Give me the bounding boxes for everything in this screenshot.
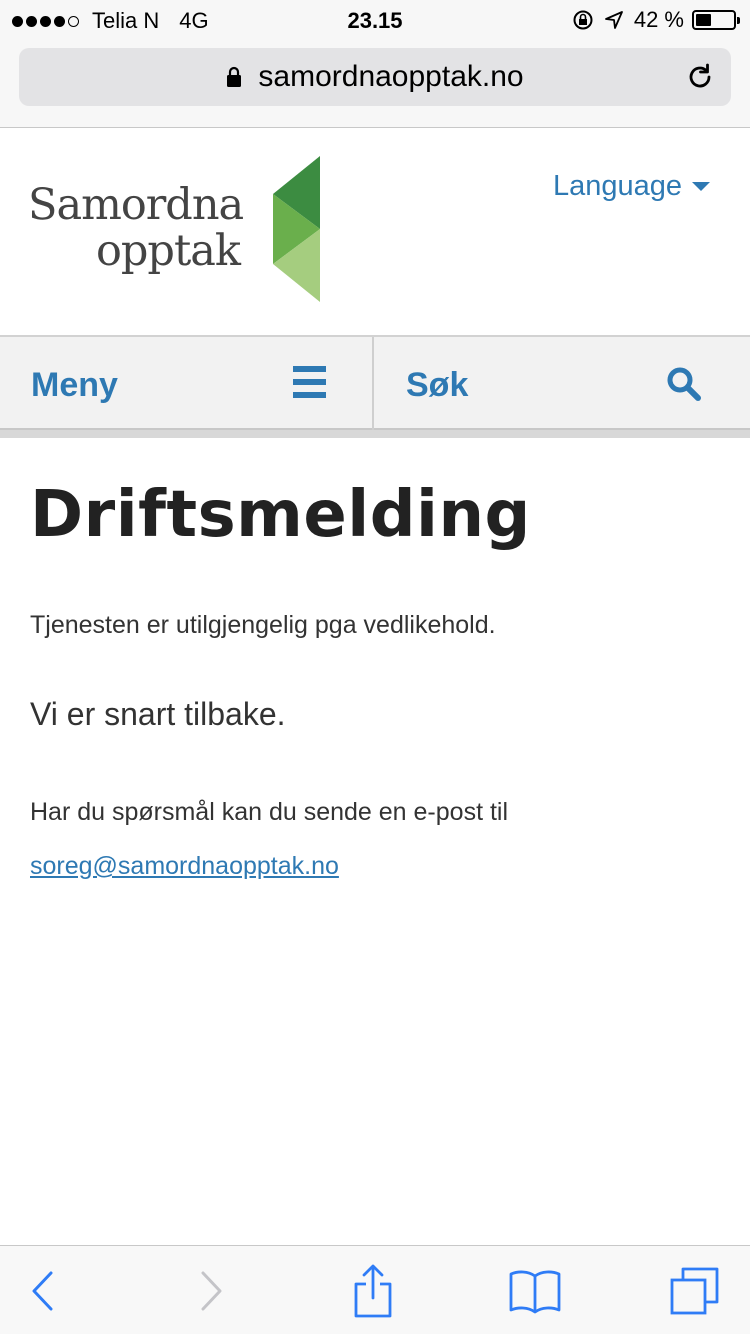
carrier-name: Telia N (92, 8, 160, 33)
language-label[interactable]: Language (552, 170, 682, 202)
nav-divider (0, 430, 750, 438)
battery-percent: 42 % (633, 7, 684, 32)
browser-toolbar (0, 1245, 750, 1334)
logo-text-line1: Samordna (28, 180, 244, 230)
back-button[interactable] (0, 1246, 86, 1334)
battery-level (696, 14, 711, 26)
orientation-lock-icon (572, 9, 594, 31)
status-right (572, 7, 736, 33)
share-button[interactable] (330, 1246, 416, 1334)
reload-icon[interactable] (685, 62, 715, 92)
menu-button[interactable] (0, 337, 374, 430)
site-nav (0, 335, 750, 430)
address-display[interactable] (19, 48, 731, 106)
status-bar (0, 0, 750, 40)
email-link[interactable]: soreg@samordnaopptak.no (30, 852, 339, 880)
search-button[interactable] (376, 337, 750, 430)
forward-button[interactable] (168, 1246, 254, 1334)
lock-icon (226, 66, 242, 88)
menu-label[interactable]: Meny (31, 366, 118, 404)
language-dropdown[interactable] (553, 170, 710, 203)
samordna-opptak-logo[interactable] (28, 156, 328, 306)
tabs-button[interactable] (650, 1246, 740, 1334)
search-label[interactable]: Søk (406, 366, 469, 404)
hamburger-icon (293, 366, 326, 403)
logo-mark-icon (273, 156, 321, 302)
browser-address-area (0, 40, 750, 128)
url-text[interactable]: samordnaopptak.no (258, 60, 524, 93)
network-type: 4G (179, 8, 209, 33)
logo-text-line2: opptak (96, 226, 240, 276)
site-header (0, 128, 750, 335)
page-title: Driftsmelding (30, 478, 531, 552)
address-bar[interactable] (19, 48, 731, 106)
location-arrow-icon (604, 10, 624, 30)
maintenance-message: Tjenesten er utilgjengelig pga vedlikehold. (30, 611, 496, 639)
bookmarks-button[interactable] (490, 1246, 580, 1334)
back-soon-message: Vi er snart tilbake. (30, 696, 286, 732)
contact-text: Har du spørsmål kan du sende en e-post til (30, 798, 509, 826)
share-icon (353, 1264, 393, 1318)
battery-icon (692, 10, 736, 30)
search-icon (667, 367, 701, 401)
tabs-icon (669, 1266, 721, 1316)
caret-down-icon (692, 182, 710, 191)
forward-icon (199, 1271, 223, 1311)
bookmarks-icon (508, 1268, 562, 1314)
back-icon (31, 1271, 55, 1311)
status-time: 23.15 (347, 8, 403, 33)
